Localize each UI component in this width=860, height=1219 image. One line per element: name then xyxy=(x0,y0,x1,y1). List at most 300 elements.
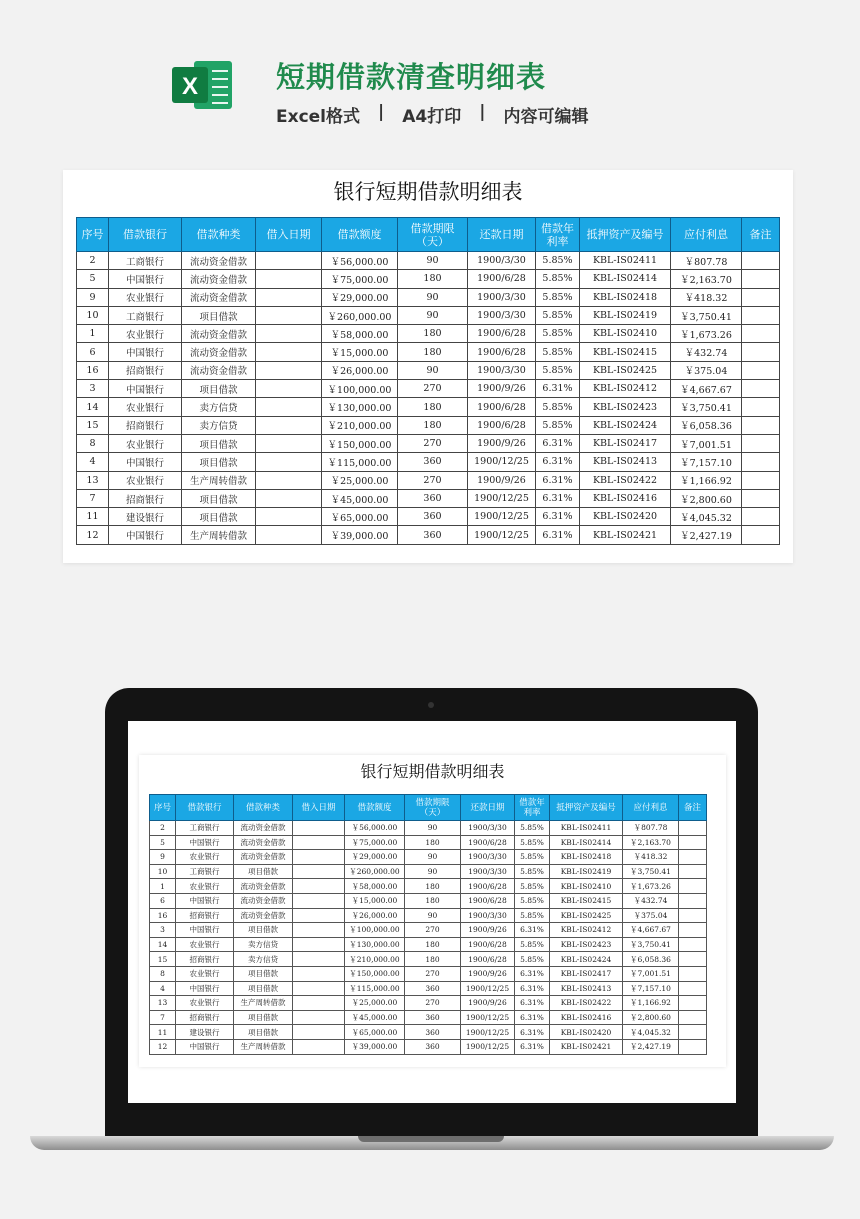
table-cell: 农业银行 xyxy=(109,288,182,306)
mini-table-cell: 流动资金借款 xyxy=(234,835,293,850)
mini-table-cell: 1900/6/28 xyxy=(461,893,515,908)
mini-table-cell: 1900/6/28 xyxy=(461,952,515,967)
mini-table-cell: 5.85% xyxy=(515,893,550,908)
table-cell xyxy=(742,434,780,452)
mini-table-cell: 6.31% xyxy=(515,1025,550,1040)
table-cell: 7 xyxy=(77,489,109,507)
mini-table-cell: 6 xyxy=(150,893,176,908)
mini-table-cell: 5 xyxy=(150,835,176,850)
mini-table-cell xyxy=(293,996,345,1011)
table-cell: 流动资金借款 xyxy=(182,325,256,343)
column-header: 借款期限（天） xyxy=(398,218,468,252)
mini-table-cell: 农业银行 xyxy=(176,850,234,865)
mini-table-cell: 180 xyxy=(405,937,461,952)
mini-table-cell xyxy=(679,879,707,894)
mini-table-cell: 农业银行 xyxy=(176,937,234,952)
mini-table-cell: ￥432.74 xyxy=(623,893,679,908)
mini-table-cell: 5.85% xyxy=(515,864,550,879)
table-cell: KBL-IS02425 xyxy=(580,361,671,379)
table-cell: ￥210,000.00 xyxy=(322,416,398,434)
table-row xyxy=(77,252,780,270)
table-row xyxy=(77,270,780,288)
mini-table-cell: 招商银行 xyxy=(176,952,234,967)
table-cell: 项目借款 xyxy=(182,380,256,398)
table-cell: ￥75,000.00 xyxy=(322,270,398,288)
table-cell: 10 xyxy=(77,306,109,324)
mini-column-header: 还款日期 xyxy=(461,795,515,821)
table-cell: 流动资金借款 xyxy=(182,361,256,379)
table-cell xyxy=(742,306,780,324)
table-cell: 流动资金借款 xyxy=(182,343,256,361)
column-header: 借款年利率 xyxy=(536,218,580,252)
mini-table-cell: ￥65,000.00 xyxy=(345,1025,405,1040)
table-cell: KBL-IS02417 xyxy=(580,434,671,452)
mini-table-cell: 360 xyxy=(405,1025,461,1040)
mini-table-cell: KBL-IS02421 xyxy=(550,1039,623,1054)
table-row xyxy=(77,325,780,343)
mini-table-cell: 10 xyxy=(150,864,176,879)
mini-table-cell xyxy=(679,908,707,923)
table-cell: ￥375.04 xyxy=(671,361,742,379)
table-cell: 中国银行 xyxy=(109,343,182,361)
table-cell: 农业银行 xyxy=(109,471,182,489)
table-cell: 9 xyxy=(77,288,109,306)
table-cell: KBL-IS02420 xyxy=(580,508,671,526)
mini-table-cell: 5.85% xyxy=(515,952,550,967)
table-cell: 卖方信贷 xyxy=(182,398,256,416)
table-row xyxy=(77,343,780,361)
mini-table-cell: 5.85% xyxy=(515,850,550,865)
table-cell xyxy=(256,526,322,544)
tag-print: A4打印 xyxy=(402,107,462,127)
table-cell: 1900/12/25 xyxy=(468,508,536,526)
table-cell: 工商银行 xyxy=(109,306,182,324)
mini-sheet-preview xyxy=(139,755,726,1067)
mini-loan-table xyxy=(149,794,707,1055)
column-header: 借入日期 xyxy=(256,218,322,252)
mini-table-row xyxy=(150,966,707,981)
table-cell: 5.85% xyxy=(536,288,580,306)
column-header: 还款日期 xyxy=(468,218,536,252)
column-header: 备注 xyxy=(742,218,780,252)
mini-table-cell: KBL-IS02422 xyxy=(550,996,623,1011)
mini-table-cell: ￥4,045.32 xyxy=(623,1025,679,1040)
mini-table-cell: 9 xyxy=(150,850,176,865)
table-cell xyxy=(256,252,322,270)
mini-table-cell: 农业银行 xyxy=(176,966,234,981)
mini-table-row xyxy=(150,996,707,1011)
table-cell: 5.85% xyxy=(536,398,580,416)
format-tags xyxy=(276,102,588,127)
table-cell: ￥56,000.00 xyxy=(322,252,398,270)
table-cell: 360 xyxy=(398,489,468,507)
table-cell: 5.85% xyxy=(536,270,580,288)
table-cell: 农业银行 xyxy=(109,434,182,452)
table-cell: 90 xyxy=(398,361,468,379)
table-cell: 6.31% xyxy=(536,380,580,398)
mini-table-cell xyxy=(679,864,707,879)
table-cell: ￥2,800.60 xyxy=(671,489,742,507)
table-cell: ￥115,000.00 xyxy=(322,453,398,471)
table-cell: 11 xyxy=(77,508,109,526)
table-cell: ￥432.74 xyxy=(671,343,742,361)
mini-table-cell: 1 xyxy=(150,879,176,894)
table-cell: ￥26,000.00 xyxy=(322,361,398,379)
table-cell: 农业银行 xyxy=(109,398,182,416)
table-cell: 180 xyxy=(398,270,468,288)
mini-table-cell: 农业银行 xyxy=(176,879,234,894)
mini-table-cell: 180 xyxy=(405,893,461,908)
mini-table-cell: KBL-IS02424 xyxy=(550,952,623,967)
table-cell xyxy=(256,325,322,343)
mini-table-cell xyxy=(293,893,345,908)
mini-table-cell: 90 xyxy=(405,821,461,836)
mini-table-cell: 项目借款 xyxy=(234,923,293,938)
table-cell xyxy=(742,270,780,288)
table-cell: 6.31% xyxy=(536,453,580,471)
table-cell: 生产周转借款 xyxy=(182,526,256,544)
table-cell xyxy=(256,453,322,471)
table-cell xyxy=(742,325,780,343)
mini-table-cell: ￥1,673.26 xyxy=(623,879,679,894)
table-cell: 6.31% xyxy=(536,526,580,544)
loan-table xyxy=(76,217,780,545)
mini-table-cell xyxy=(293,908,345,923)
mini-table-row xyxy=(150,879,707,894)
mini-table-cell: 1900/9/26 xyxy=(461,923,515,938)
tag-format: Excel格式 xyxy=(276,107,361,127)
table-cell: 5.85% xyxy=(536,343,580,361)
mini-table-cell: 15 xyxy=(150,952,176,967)
mini-table-cell: 1900/6/28 xyxy=(461,879,515,894)
mini-table-cell: 流动资金借款 xyxy=(234,893,293,908)
mini-column-header: 借款种类 xyxy=(234,795,293,821)
table-cell: 生产周转借款 xyxy=(182,471,256,489)
mini-table-cell xyxy=(679,981,707,996)
table-cell xyxy=(742,398,780,416)
mini-table-cell: ￥29,000.00 xyxy=(345,850,405,865)
table-cell xyxy=(742,252,780,270)
mini-table-cell: 5.85% xyxy=(515,821,550,836)
camera-icon xyxy=(428,702,434,708)
mini-column-header: 应付利息 xyxy=(623,795,679,821)
mini-table-cell: ￥56,000.00 xyxy=(345,821,405,836)
mini-table-cell: 流动资金借款 xyxy=(234,821,293,836)
table-cell: KBL-IS02422 xyxy=(580,471,671,489)
table-cell: 13 xyxy=(77,471,109,489)
table-cell: 90 xyxy=(398,252,468,270)
mini-table-cell: 工商银行 xyxy=(176,821,234,836)
mini-table-row xyxy=(150,1039,707,1054)
mini-table-cell: 1900/3/30 xyxy=(461,908,515,923)
table-cell: ￥4,045.32 xyxy=(671,508,742,526)
table-cell: 1900/6/28 xyxy=(468,398,536,416)
table-row xyxy=(77,416,780,434)
mini-table-cell: KBL-IS02420 xyxy=(550,1025,623,1040)
table-cell xyxy=(742,380,780,398)
table-cell: 招商银行 xyxy=(109,489,182,507)
mini-table-cell: 360 xyxy=(405,981,461,996)
mini-table-cell: 90 xyxy=(405,908,461,923)
table-row xyxy=(77,434,780,452)
mini-table-cell: ￥39,000.00 xyxy=(345,1039,405,1054)
table-cell: 3 xyxy=(77,380,109,398)
mini-table-cell: KBL-IS02416 xyxy=(550,1010,623,1025)
mini-table-cell: 4 xyxy=(150,981,176,996)
table-cell: 6.31% xyxy=(536,434,580,452)
mini-table-cell: ￥75,000.00 xyxy=(345,835,405,850)
table-cell: ￥45,000.00 xyxy=(322,489,398,507)
mini-table-cell: 中国银行 xyxy=(176,981,234,996)
table-cell: ￥807.78 xyxy=(671,252,742,270)
table-cell: KBL-IS02413 xyxy=(580,453,671,471)
table-cell: KBL-IS02419 xyxy=(580,306,671,324)
mini-table-cell: 6.31% xyxy=(515,966,550,981)
mini-table-cell: ￥418.32 xyxy=(623,850,679,865)
table-cell: 2 xyxy=(77,252,109,270)
table-cell: 1900/6/28 xyxy=(468,270,536,288)
mini-table-cell: 建设银行 xyxy=(176,1025,234,1040)
table-cell xyxy=(742,416,780,434)
table-cell: ￥100,000.00 xyxy=(322,380,398,398)
mini-table-cell: 1900/3/30 xyxy=(461,821,515,836)
mini-table-cell: 1900/6/28 xyxy=(461,835,515,850)
mini-table-cell: KBL-IS02411 xyxy=(550,821,623,836)
table-cell: ￥39,000.00 xyxy=(322,526,398,544)
mini-table-cell xyxy=(293,879,345,894)
mini-table-cell: ￥2,427.19 xyxy=(623,1039,679,1054)
mini-table-cell xyxy=(293,981,345,996)
table-cell: 6.31% xyxy=(536,489,580,507)
mini-table-cell xyxy=(293,923,345,938)
table-cell: 1900/3/30 xyxy=(468,288,536,306)
mini-table-cell: ￥6,058.36 xyxy=(623,952,679,967)
mini-table-cell: ￥100,000.00 xyxy=(345,923,405,938)
mini-table-cell: 6.31% xyxy=(515,1010,550,1025)
table-cell: ￥3,750.41 xyxy=(671,306,742,324)
mini-table-cell: 卖方信贷 xyxy=(234,952,293,967)
table-cell xyxy=(742,453,780,471)
table-cell: ￥1,166.92 xyxy=(671,471,742,489)
table-cell: 180 xyxy=(398,416,468,434)
mini-sheet-title: 银行短期借款明细表 xyxy=(360,762,505,781)
mini-table-cell: ￥15,000.00 xyxy=(345,893,405,908)
mini-table-cell xyxy=(679,1010,707,1025)
mini-table-cell: 2 xyxy=(150,821,176,836)
table-cell: 1900/6/28 xyxy=(468,325,536,343)
mini-table-cell: 中国银行 xyxy=(176,1039,234,1054)
mini-table-cell: 16 xyxy=(150,908,176,923)
mini-table-cell: ￥7,001.51 xyxy=(623,966,679,981)
mini-table-cell: 生产周转借款 xyxy=(234,1039,293,1054)
mini-table-cell: 1900/3/30 xyxy=(461,850,515,865)
mini-table-cell: ￥25,000.00 xyxy=(345,996,405,1011)
table-cell: 中国银行 xyxy=(109,270,182,288)
mini-table-cell: 项目借款 xyxy=(234,1010,293,1025)
mini-table-cell: KBL-IS02425 xyxy=(550,908,623,923)
mini-table-cell xyxy=(679,937,707,952)
mini-table-cell: KBL-IS02415 xyxy=(550,893,623,908)
mini-table-cell: 14 xyxy=(150,937,176,952)
table-cell: KBL-IS02410 xyxy=(580,325,671,343)
table-cell xyxy=(742,471,780,489)
laptop-screen xyxy=(128,721,736,1103)
table-cell: 15 xyxy=(77,416,109,434)
mini-table-cell: ￥3,750.41 xyxy=(623,937,679,952)
mini-table-cell xyxy=(293,1039,345,1054)
table-cell: ￥418.32 xyxy=(671,288,742,306)
mini-table-cell: 12 xyxy=(150,1039,176,1054)
mini-table-cell: ￥150,000.00 xyxy=(345,966,405,981)
mini-table-cell: 中国银行 xyxy=(176,835,234,850)
mini-table-cell: 3 xyxy=(150,923,176,938)
table-cell: KBL-IS02414 xyxy=(580,270,671,288)
column-header: 抵押资产及编号 xyxy=(580,218,671,252)
table-cell: 1900/9/26 xyxy=(468,471,536,489)
table-cell: ￥6,058.36 xyxy=(671,416,742,434)
table-cell: 270 xyxy=(398,434,468,452)
table-cell: 中国银行 xyxy=(109,453,182,471)
column-header: 借款种类 xyxy=(182,218,256,252)
mini-table-cell xyxy=(293,1025,345,1040)
mini-table-row xyxy=(150,1025,707,1040)
mini-table-cell xyxy=(679,1039,707,1054)
mini-table-cell: 工商银行 xyxy=(176,864,234,879)
mini-table-cell: 270 xyxy=(405,996,461,1011)
mini-table-cell: 6.31% xyxy=(515,923,550,938)
mini-table-cell xyxy=(679,821,707,836)
mini-table-cell xyxy=(293,1010,345,1025)
table-header-row xyxy=(77,218,780,252)
table-cell: 180 xyxy=(398,398,468,416)
table-cell: 建设银行 xyxy=(109,508,182,526)
table-cell: 360 xyxy=(398,526,468,544)
mini-table-cell: ￥7,157.10 xyxy=(623,981,679,996)
table-cell xyxy=(256,508,322,526)
table-cell: 6 xyxy=(77,343,109,361)
mini-column-header: 借款银行 xyxy=(176,795,234,821)
table-cell: 项目借款 xyxy=(182,453,256,471)
table-cell: 1900/9/26 xyxy=(468,434,536,452)
tag-separator: | xyxy=(378,102,385,122)
table-cell: 1900/9/26 xyxy=(468,380,536,398)
mini-column-header: 序号 xyxy=(150,795,176,821)
mini-table-cell: 项目借款 xyxy=(234,864,293,879)
table-cell: 6.31% xyxy=(536,508,580,526)
table-cell: ￥7,001.51 xyxy=(671,434,742,452)
mini-table-cell xyxy=(679,966,707,981)
mini-table-cell: KBL-IS02418 xyxy=(550,850,623,865)
table-cell: 5.85% xyxy=(536,306,580,324)
mini-table-cell: 中国银行 xyxy=(176,893,234,908)
mini-table-cell: 农业银行 xyxy=(176,996,234,1011)
mini-table-cell: ￥260,000.00 xyxy=(345,864,405,879)
mini-table-row xyxy=(150,908,707,923)
sheet-title: 银行短期借款明细表 xyxy=(333,180,523,204)
column-header: 应付利息 xyxy=(671,218,742,252)
table-cell xyxy=(742,489,780,507)
table-cell: ￥25,000.00 xyxy=(322,471,398,489)
mini-table-cell: 5.85% xyxy=(515,879,550,894)
table-cell xyxy=(742,526,780,544)
mini-table-cell: 1900/3/30 xyxy=(461,864,515,879)
mini-table-cell: 流动资金借款 xyxy=(234,879,293,894)
table-cell: 项目借款 xyxy=(182,434,256,452)
table-cell xyxy=(256,398,322,416)
table-cell: ￥150,000.00 xyxy=(322,434,398,452)
mini-table-cell: KBL-IS02413 xyxy=(550,981,623,996)
table-cell xyxy=(256,306,322,324)
mini-table-cell: 6.31% xyxy=(515,996,550,1011)
mini-table-cell: 270 xyxy=(405,966,461,981)
mini-column-header: 借款年利率 xyxy=(515,795,550,821)
mini-table-cell: 11 xyxy=(150,1025,176,1040)
table-cell: ￥2,163.70 xyxy=(671,270,742,288)
mini-table-cell: 1900/12/25 xyxy=(461,1010,515,1025)
table-cell xyxy=(256,270,322,288)
mini-table-cell: 180 xyxy=(405,835,461,850)
table-cell xyxy=(742,508,780,526)
table-cell: KBL-IS02412 xyxy=(580,380,671,398)
mini-table-cell: 360 xyxy=(405,1010,461,1025)
mini-table-cell: 1900/12/25 xyxy=(461,1025,515,1040)
table-cell xyxy=(742,361,780,379)
table-cell xyxy=(256,288,322,306)
table-cell: 90 xyxy=(398,306,468,324)
page-title: 短期借款清查明细表 xyxy=(276,60,547,94)
table-cell: KBL-IS02421 xyxy=(580,526,671,544)
mini-table-cell: ￥58,000.00 xyxy=(345,879,405,894)
table-cell xyxy=(256,489,322,507)
table-cell xyxy=(256,471,322,489)
mini-column-header: 抵押资产及编号 xyxy=(550,795,623,821)
table-cell: 卖方信贷 xyxy=(182,416,256,434)
mini-table-cell: 8 xyxy=(150,966,176,981)
mini-table-cell: 1900/12/25 xyxy=(461,1039,515,1054)
mini-table-cell: ￥807.78 xyxy=(623,821,679,836)
table-cell: 180 xyxy=(398,325,468,343)
mini-table-cell: KBL-IS02417 xyxy=(550,966,623,981)
table-cell: ￥58,000.00 xyxy=(322,325,398,343)
table-cell: 6.31% xyxy=(536,471,580,489)
table-row xyxy=(77,526,780,544)
mini-table-cell: 5.85% xyxy=(515,937,550,952)
table-row xyxy=(77,361,780,379)
mini-table-cell xyxy=(293,850,345,865)
mini-table-cell: ￥1,166.92 xyxy=(623,996,679,1011)
table-cell: KBL-IS02423 xyxy=(580,398,671,416)
table-cell: 流动资金借款 xyxy=(182,270,256,288)
mini-table-header-row xyxy=(150,795,707,821)
tag-separator: | xyxy=(479,102,486,122)
table-cell xyxy=(256,434,322,452)
table-cell: ￥1,673.26 xyxy=(671,325,742,343)
table-row xyxy=(77,288,780,306)
mini-table-row xyxy=(150,835,707,850)
table-cell: 招商银行 xyxy=(109,361,182,379)
table-cell: 5.85% xyxy=(536,416,580,434)
tag-editable: 内容可编辑 xyxy=(503,107,589,127)
table-cell: 8 xyxy=(77,434,109,452)
table-cell: 工商银行 xyxy=(109,252,182,270)
column-header: 借款银行 xyxy=(109,218,182,252)
mini-table-cell: ￥2,800.60 xyxy=(623,1010,679,1025)
mini-table-cell xyxy=(679,952,707,967)
mini-table-row xyxy=(150,850,707,865)
table-cell: 360 xyxy=(398,508,468,526)
mini-table-cell: 7 xyxy=(150,1010,176,1025)
mini-table-cell: KBL-IS02412 xyxy=(550,923,623,938)
